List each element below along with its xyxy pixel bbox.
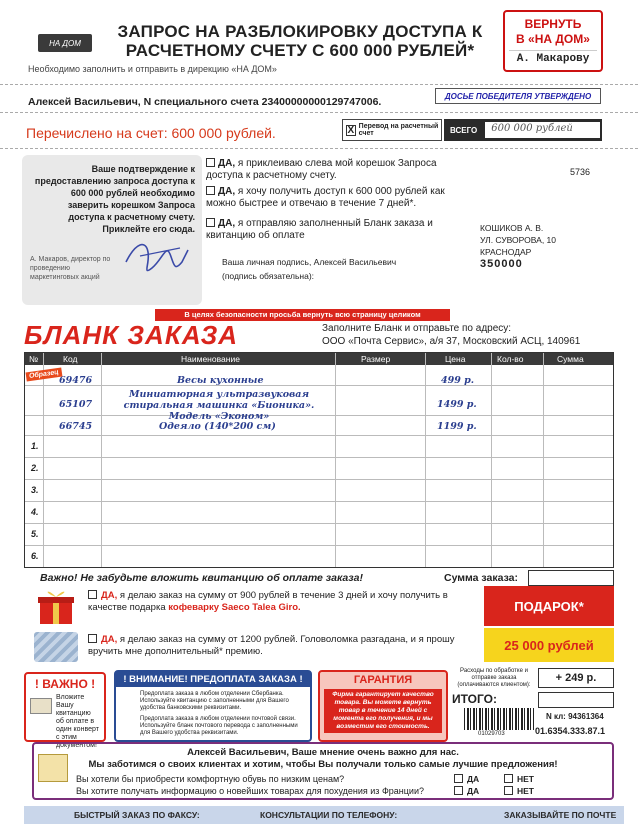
order-sum-field[interactable] — [528, 570, 614, 586]
col-code: Код — [63, 354, 78, 364]
sample-row-1-price: 499 р. — [441, 375, 475, 386]
sample-row-3-price: 1199 р. — [437, 421, 477, 432]
transfer-label: Перечислено на счет: 600 000 рублей. — [26, 125, 276, 141]
gift-option-1-item: кофеварку Saeco Talea Giro. — [168, 602, 301, 613]
row-number: 2. — [31, 463, 39, 473]
stub-area — [22, 155, 202, 305]
order-table — [24, 352, 614, 568]
signature-required: (подпись обязательна): — [222, 271, 315, 281]
post-order-label: ЗАКАЗЫВАЙТЕ ПО ПОЧТЕ — [504, 810, 617, 820]
total-label: ВСЕГО — [450, 125, 478, 135]
survey-q1-yes[interactable]: ДА — [454, 774, 479, 784]
guarantee-box — [318, 670, 448, 742]
checkbox-label: Перевод на расчетный счет — [358, 123, 439, 137]
prize-amount: 25 000 рублей — [484, 628, 614, 662]
return-line-2: В «НА ДОМ» — [516, 32, 590, 46]
survey-box — [32, 742, 614, 800]
stub-signer: А. Макаров, директор по проведению маркетинговых акций — [30, 256, 111, 281]
stub-instructions: Ваше подтверждение к предоставлению запроса доступа к 600 000 рублей необходимо заверить корешком Запроса доступа к расчетному счету. Приклейте его сюда. — [34, 164, 195, 234]
dossier-stamp: ДОСЬЕ ПОБЕДИТЕЛЯ УТВЕРЖДЕНО — [435, 88, 601, 104]
send-line-2: ООО «Почта Сервис», а/я 37, Московский АСЦ, 140961 — [322, 336, 581, 347]
gift-box-icon — [34, 588, 78, 626]
row-number: 6. — [31, 551, 39, 561]
gift-option-2-text: я делаю заказ на сумму от 1200 рублей. Головоломка разгадана, и я прошу вручить мне дополнительный* премию. — [88, 634, 455, 657]
important-box — [24, 672, 106, 749]
important-text: Вложите Вашу квитанцию об оплате в один конверт с этим документом! — [56, 694, 99, 749]
total-value[interactable]: 600 000 рублей — [485, 122, 600, 138]
processing-value: + 249 р. — [538, 668, 614, 688]
option-3-checkbox[interactable] — [206, 218, 215, 227]
row-number: 3. — [31, 485, 39, 495]
bottom-strip — [24, 806, 624, 824]
signature-field[interactable] — [222, 255, 396, 283]
gift-option-1[interactable] — [88, 590, 482, 614]
sample-row-3-code: 66745 — [59, 421, 93, 432]
total-label-final: ИТОГО: — [452, 692, 497, 706]
prepayment-text-1: Предоплата заказа в любом отделении Сбербанка. Используйте квитанцию с заполненными для Вашего удобства банковскими реквизитами. — [140, 691, 289, 711]
option-2-text: я хочу получить доступ к 600 000 рублей как можно быстрее и отвечаю в течение 7 дней*. — [206, 186, 445, 209]
sample-row-3-name: Одеяло (140*200 см) — [159, 421, 276, 432]
return-recipient: А. Макарову — [509, 50, 597, 67]
transfer-checkbox[interactable] — [342, 119, 442, 141]
prepayment-title: ! ВНИМАНИЕ! ПРЕДОПЛАТА ЗАКАЗА ! — [116, 672, 310, 687]
phone-consult-label: КОНСУЛЬТАЦИИ ПО ТЕЛЕФОНУ: — [260, 810, 398, 820]
survey-title-2: Мы заботимся о своих клиентах и хотим, чтобы Вы получали только самые лучшие предложения! — [88, 759, 558, 770]
option-3-text: я отправляю заполненный Бланк заказа и квитанцию об оплате — [206, 218, 433, 241]
security-banner: В целях безопасности просьба вернуть всю страницу целиком — [155, 309, 450, 321]
prepayment-box — [114, 670, 312, 742]
gift-option-2-yes: ДА, — [101, 634, 118, 645]
send-address — [322, 322, 580, 348]
option-2[interactable] — [206, 186, 476, 210]
option-3-yes: ДА, — [218, 218, 236, 229]
money-image — [34, 632, 78, 662]
order-form-title: БЛАНК ЗАКАЗА — [24, 320, 239, 350]
form-code: 5736 — [570, 167, 591, 177]
logo: НА ДОМ — [38, 34, 92, 52]
address-block — [480, 222, 556, 270]
address-city: КРАСНОДАР — [480, 247, 532, 257]
sample-row-2-code: 65107 — [59, 399, 93, 410]
sample-row-2-price: 1499 р. — [437, 399, 477, 410]
survey-title-1: Алексей Васильевич, Ваше мнение очень важно для нас. — [187, 747, 459, 758]
sample-row-1-code: 69476 — [59, 375, 93, 386]
col-sum: Сумма — [557, 354, 584, 364]
survey-question-1: Вы хотели бы приобрести комфортную обувь по низким ценам? — [76, 774, 345, 784]
page-subtitle: Необходимо заполнить и отправить в дирекцию «НА ДОМ» — [28, 64, 277, 74]
send-line-1: Заполните Бланк и отправьте по адресу: — [322, 323, 512, 334]
signature-label: Ваша личная подпись, Алексей Васильевич — [222, 257, 397, 267]
col-num: № — [29, 354, 39, 364]
survey-q1-no[interactable]: НЕТ — [504, 774, 534, 784]
survey-q2-no[interactable]: НЕТ — [504, 786, 534, 796]
gift-option-1-yes: ДА, — [101, 590, 118, 601]
gift-option-2-checkbox[interactable] — [88, 634, 97, 643]
gift-option-1-checkbox[interactable] — [88, 590, 97, 599]
processing-label: Расходы по обработке и отправке заказа (оплачиваются клиентом): — [457, 668, 531, 688]
total-box — [444, 119, 602, 141]
fax-order-label: БЫСТРЫЙ ЗАКАЗ ПО ФАКСУ: — [74, 810, 200, 820]
address-zip: 350000 — [480, 258, 523, 270]
col-qty: Кол-во — [497, 354, 524, 364]
barcode-number: 01029703 — [478, 731, 505, 737]
checkbox-mark[interactable]: X — [347, 124, 355, 136]
payment-reminder: Важно! Не забудьте вложить квитанцию об оплате заказа! — [40, 572, 363, 584]
total-field[interactable] — [538, 692, 614, 708]
option-1[interactable] — [206, 158, 456, 182]
page-title: ЗАПРОС НА РАЗБЛОКИРОВКУ ДОСТУПА К РАСЧЕТНОМУ СЧЕТУ С 600 000 РУБЛЕЙ* — [117, 22, 483, 60]
col-size: Размер — [361, 354, 391, 364]
sample-row-1-name: Весы кухонные — [177, 375, 264, 386]
col-price: Цена — [445, 354, 466, 364]
guarantee-title: ГАРАНТИЯ — [353, 674, 413, 686]
address-name: КОШИКОВ А. В. — [480, 223, 544, 233]
option-1-yes: ДА, — [218, 158, 236, 169]
order-sum-label: Сумма заказа: — [444, 572, 518, 584]
survey-q2-yes[interactable]: ДА — [454, 786, 479, 796]
envelope-icon — [38, 754, 68, 782]
guarantee-text: Фирма гарантирует качество товара. Вы можете вернуть товар в течение 14 дней с момента его получения, и мы возместим его стоимость. — [324, 689, 442, 733]
option-2-checkbox[interactable] — [206, 186, 215, 195]
table-header — [25, 353, 613, 365]
gift-option-1-text: я делаю заказ на сумму от 900 рублей в течение 3 дней и хочу получить в качестве подарка — [88, 590, 448, 613]
sample-row-2-name: Миниатюрная ультразвуковая стиральная машинка «Бионика». Модель «Эконом» — [123, 389, 315, 422]
client-number: N кл: 94361364 — [546, 712, 604, 721]
row-number: 5. — [31, 529, 39, 539]
gift-option-2[interactable] — [88, 634, 482, 658]
return-box — [503, 10, 603, 72]
envelope-icon — [30, 698, 52, 714]
account-line: Алексей Васильевич, N специального счета 23400000000129747006. — [28, 96, 382, 108]
return-line-1: ВЕРНУТЬ — [524, 17, 582, 31]
form-code-bottom: 01.6354.333.87.1 — [535, 726, 606, 736]
barcode — [464, 708, 534, 730]
row-number: 1. — [31, 441, 39, 451]
gift-badge: ПОДАРОК* — [484, 586, 614, 626]
survey-question-2: Вы хотите получать информацию о новейших товарах для похудения из Франции? — [76, 786, 424, 796]
prepayment-text-2: Предоплата заказа в любом отделении почтовой связи. Используйте бланк почтового перевода с заполненными для Вашего удобства реквизитами. — [140, 716, 298, 736]
option-1-text: я приклеиваю слева мой корешок Запроса доступа к расчетному счету. — [206, 158, 437, 181]
important-title: ! ВАЖНО ! — [34, 677, 96, 691]
address-street: УЛ. СУВОРОВА, 10 — [480, 235, 557, 245]
col-name: Наименование — [181, 354, 240, 364]
option-3[interactable] — [206, 218, 456, 242]
sample-badge: Образец — [26, 368, 63, 382]
signature-image — [122, 232, 192, 282]
option-1-checkbox[interactable] — [206, 158, 215, 167]
row-number: 4. — [31, 507, 39, 517]
option-2-yes: ДА, — [218, 186, 236, 197]
